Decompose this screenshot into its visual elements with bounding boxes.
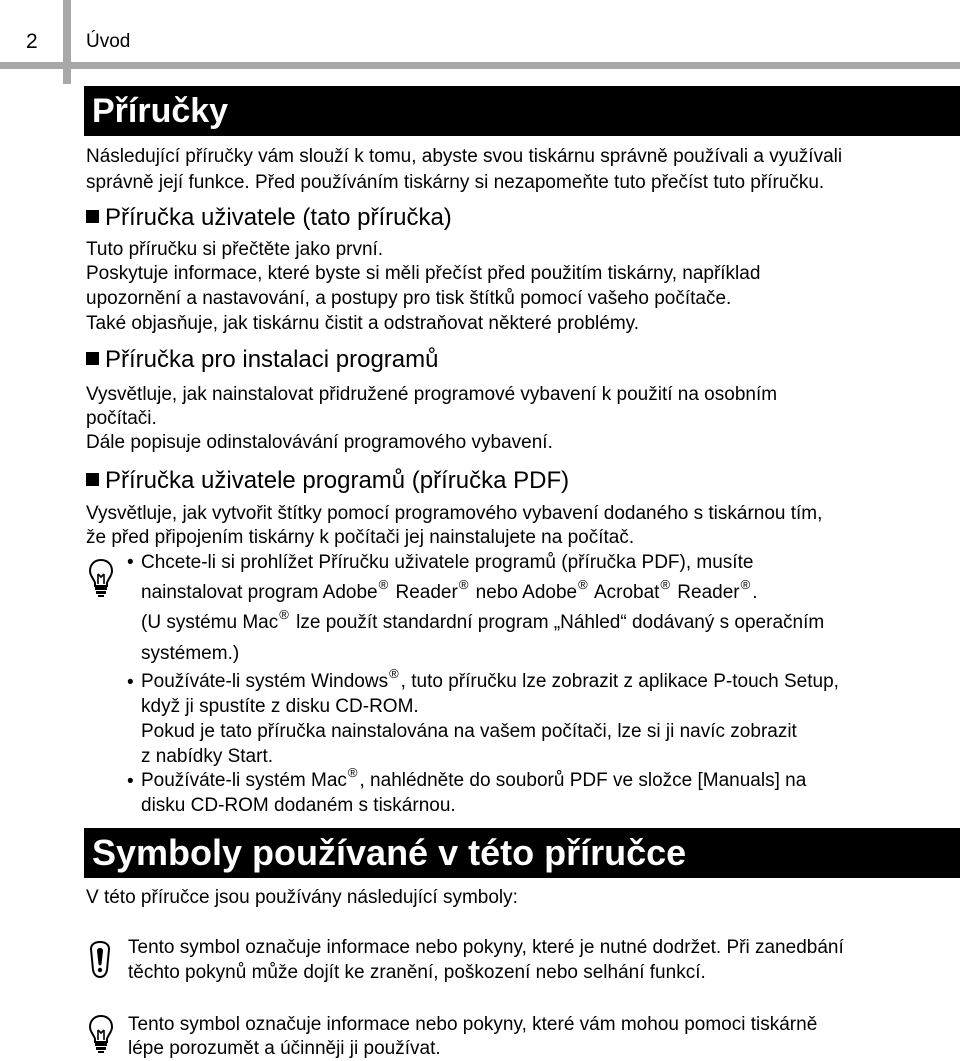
header-rule [0, 62, 960, 69]
note-line: nainstalovat program Adobe® Reader® nebo Adobe® Acrobat® Reader® . [141, 577, 758, 603]
install-guide-line: Dále popisuje odinstalovávání programového vybavení. [86, 432, 553, 453]
install-guide-line: Vysvětluje, jak nainstalovat přidružené programové vybavení k použití na osobním [86, 384, 778, 405]
warning-icon [88, 940, 112, 980]
header-divider [63, 0, 71, 84]
user-guide-line: Také objasňuje, jak tiskárnu čistit a odstraňovat některé problémy. [86, 313, 640, 334]
user-guide-line: Tuto příručku si přečtěte jako první. [86, 239, 384, 260]
section-heading-symbols: Symboly používané v této příručce [84, 828, 960, 878]
square-bullet-icon [86, 352, 99, 365]
user-guide-line: Poskytuje informace, které byste si měli přečíst před použitím tiskárny, například [86, 263, 761, 284]
lightbulb-icon [88, 1014, 114, 1054]
note-line: disku CD-ROM dodaném s tiskárnou. [141, 795, 456, 816]
install-guide-line: počítači. [86, 408, 157, 429]
bullet: • [127, 672, 134, 693]
note-line: (U systému Mac® lze použít standardní program „Náhled“ dodávaný s operačním [141, 607, 825, 633]
square-bullet-icon [86, 210, 99, 223]
note-line: Používáte-li systém Windows® , tuto příručku lze zobrazit z aplikace P-touch Setup, [141, 666, 839, 692]
square-bullet-icon [86, 473, 99, 486]
subheading-software-guide: Příručka uživatele programů (příručka PDF) [86, 466, 569, 496]
software-guide-line: Vysvětluje, jak vytvořit štítky pomocí programového vybavení dodaného s tiskárnou tím, [86, 503, 823, 524]
note-line: Chcete-li si prohlížet Příručku uživatele programů (příručka PDF), musíte [141, 552, 754, 573]
subheading-user-guide: Příručka uživatele (tato příručka) [86, 203, 452, 233]
symbols-intro: V této příručce jsou používány následující symboly: [86, 887, 518, 908]
note-line: když ji spustíte z disku CD-ROM. [141, 696, 419, 717]
lightbulb-icon [88, 558, 114, 598]
note-line: Používáte-li systém Mac® , nahlédněte do souborů PDF ve složce [Manuals] na [141, 765, 807, 791]
page-number: 2 [26, 30, 38, 53]
warning-description-line: Tento symbol označuje informace nebo pokyny, které je nutné dodržet. Při zanedbání [128, 937, 844, 958]
user-guide-line: upozornění a nastavování, a postupy pro tisk štítků pomocí vašeho počítače. [86, 288, 732, 309]
chapter-title: Úvod [86, 31, 131, 52]
bullet: • [127, 771, 134, 792]
section-heading-manuals: Příručky [84, 86, 960, 136]
tip-description-line: Tento symbol označuje informace nebo pokyny, které vám mohou pomoci tiskárně [128, 1014, 818, 1035]
note-line: z nabídky Start. [141, 746, 274, 767]
note-line: Pokud je tato příručka nainstalována na vašem počítači, lze si ji navíc zobrazit [141, 721, 797, 742]
tip-description-line: lépe porozumět a účinněji ji používat. [128, 1038, 441, 1059]
bullet: • [127, 552, 134, 573]
note-line: systémem.) [141, 643, 240, 664]
warning-description-line: těchto pokynů může dojít ke zranění, poškození nebo selhání funkcí. [128, 962, 706, 983]
intro-line-2: správně její funkce. Před používáním tiskárny si nezapomeňte tuto přečíst tuto příručku. [86, 172, 825, 193]
software-guide-line: že před připojením tiskárny k počítači jej nainstalujete na počítač. [86, 527, 635, 548]
subheading-install-guide: Příručka pro instalaci programů [86, 345, 438, 375]
intro-line-1: Následující příručky vám slouží k tomu, abyste svou tiskárnu správně používali a využívali [86, 146, 843, 167]
